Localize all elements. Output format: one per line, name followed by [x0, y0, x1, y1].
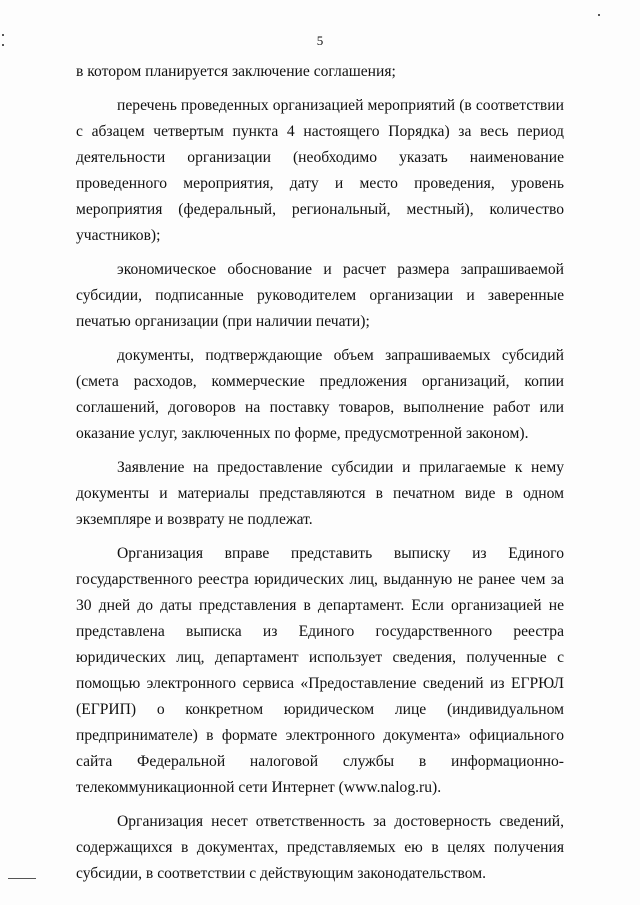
- document-body: [76, 59, 564, 887]
- scan-mark-bottom-left: [8, 878, 36, 879]
- scan-mark-left-mid: [2, 44, 4, 46]
- scan-mark-left-top: [2, 34, 4, 36]
- paragraph-7: Организация несет ответственность за достоверность сведений, содержащихся в документах, представляемых ею в целях получения субсидии, в соответствии с действующим законодательством.: [76, 813, 564, 882]
- paragraph-3: экономическое обоснование и расчет размера запрашиваемой субсидии, подписанные руководителем организации и заверенные печатью организации (при наличии печати);: [76, 261, 564, 330]
- scan-mark-right-top: [598, 14, 600, 16]
- paragraph-4: документы, подтверждающие объем запрашиваемых субсидий (смета расходов, коммерческие предложения организаций, копии соглашений, договоров на поставку товаров, выполнение работ или оказание услуг, заключенных по форме, предусмотренной законом).: [76, 347, 564, 442]
- paragraph-5: Заявление на предоставление субсидии и прилагаемые к нему документы и материалы представляются в печатном виде в одном экземпляре и возврату не подлежат.: [76, 459, 564, 528]
- paragraph-6: Организация вправе представить выписку из Единого государственного реестра юридических лиц, выданную не ранее чем за 30 дней до даты представления в департамент. Если организацией не представлена выписка из Единого государственного реестра юридических лиц, департамент использует сведения, полученные с помощью электронного сервиса «Предоставление сведений из ЕГРЮЛ (ЕГРИП) о конкретном юридическом лице (индивидуальном предпринимателе) в формате электронного документа» официального сайта Федеральной налоговой службы в информационно-телекоммуникационной сети Интернет (www.nalog.ru).: [76, 545, 564, 796]
- paragraph-2: перечень проведенных организацией мероприятий (в соответствии с абзацем четвертым пункта 4 настоящего Порядка) за весь период деятельности организации (необходимо указать наименование проведенного мероприятия, дату и место проведения, уровень мероприятия (федеральный, региональный, местный), количество участников);: [76, 97, 564, 244]
- paragraph-1: в котором планируется заключение соглашения;: [76, 63, 396, 80]
- page-number: 5: [316, 33, 324, 48]
